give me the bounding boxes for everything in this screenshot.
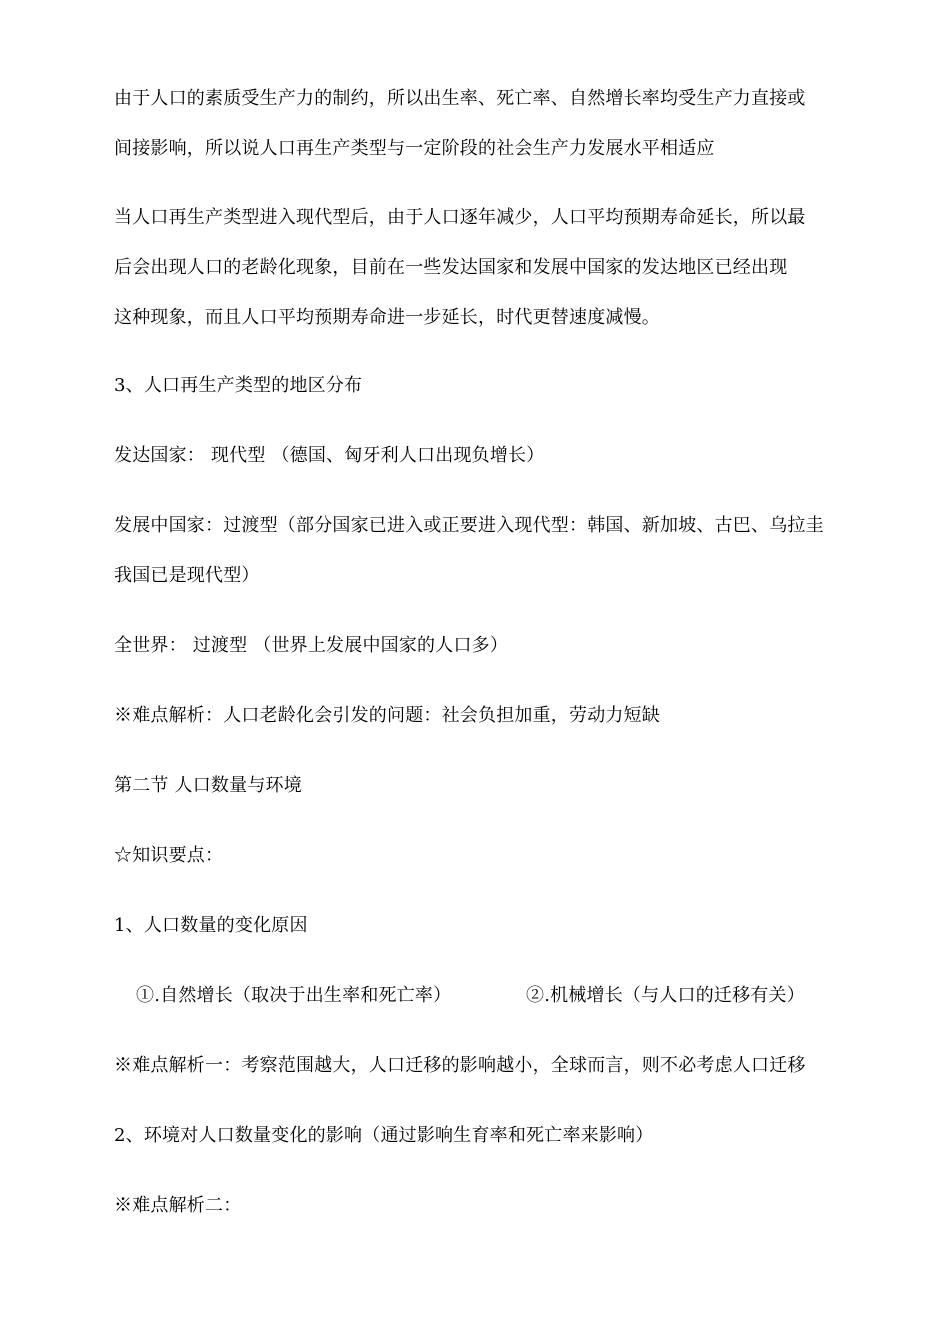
- paragraph-line: 当人口再生产类型进入现代型后，由于人口逐年减少，人口平均预期寿命延长，所以最: [114, 207, 806, 228]
- paragraph-line: 后会出现人口的老龄化现象，目前在一些发达国家和发展中国家的发达地区已经出现: [114, 257, 788, 278]
- sub-item-mechanical-growth: ②.机械增长（与人口的迁移有关）: [526, 985, 805, 1006]
- list-heading: 1、人口数量的变化原因: [114, 915, 308, 936]
- paragraph-line: 由于人口的素质受生产力的制约，所以出生率、死亡率、自然增长率均受生产力直接或: [114, 88, 806, 109]
- paragraph-line: 全世界： 过渡型 （世界上发展中国家的人口多）: [114, 635, 509, 656]
- paragraph-line: 间接影响，所以说人口再生产类型与一定阶段的社会生产力发展水平相适应: [114, 138, 715, 159]
- section-heading: 3、人口再生产类型的地区分布: [114, 375, 363, 396]
- section-title: 第二节 人口数量与环境: [114, 775, 302, 796]
- knowledge-heading: ☆知识要点：: [114, 845, 224, 866]
- difficulty-note: ※难点解析二：: [114, 1195, 242, 1216]
- paragraph-line: 我国已是现代型）: [114, 565, 260, 586]
- difficulty-note: ※难点解析一：考察范围越大，人口迁移的影响越小，全球而言，则不必考虑人口迁移: [114, 1055, 806, 1076]
- difficulty-note: ※难点解析：人口老龄化会引发的问题：社会负担加重，劳动力短缺: [114, 705, 660, 726]
- paragraph-line: 发达国家： 现代型 （德国、匈牙利人口出现负增长）: [114, 445, 545, 466]
- paragraph-line: 发展中国家：过渡型（部分国家已进入或正要进入现代型：韩国、新加坡、古巴、乌拉圭: [114, 515, 824, 536]
- list-heading: 2、环境对人口数量变化的影响（通过影响生育率和死亡率来影响）: [114, 1125, 654, 1146]
- paragraph-line: 这种现象，而且人口平均预期寿命进一步延长，时代更替速度减慢。: [114, 307, 660, 328]
- sub-item-natural-growth: ①.自然增长（取决于出生率和死亡率）: [136, 985, 452, 1006]
- sub-items-row: [136, 984, 805, 1008]
